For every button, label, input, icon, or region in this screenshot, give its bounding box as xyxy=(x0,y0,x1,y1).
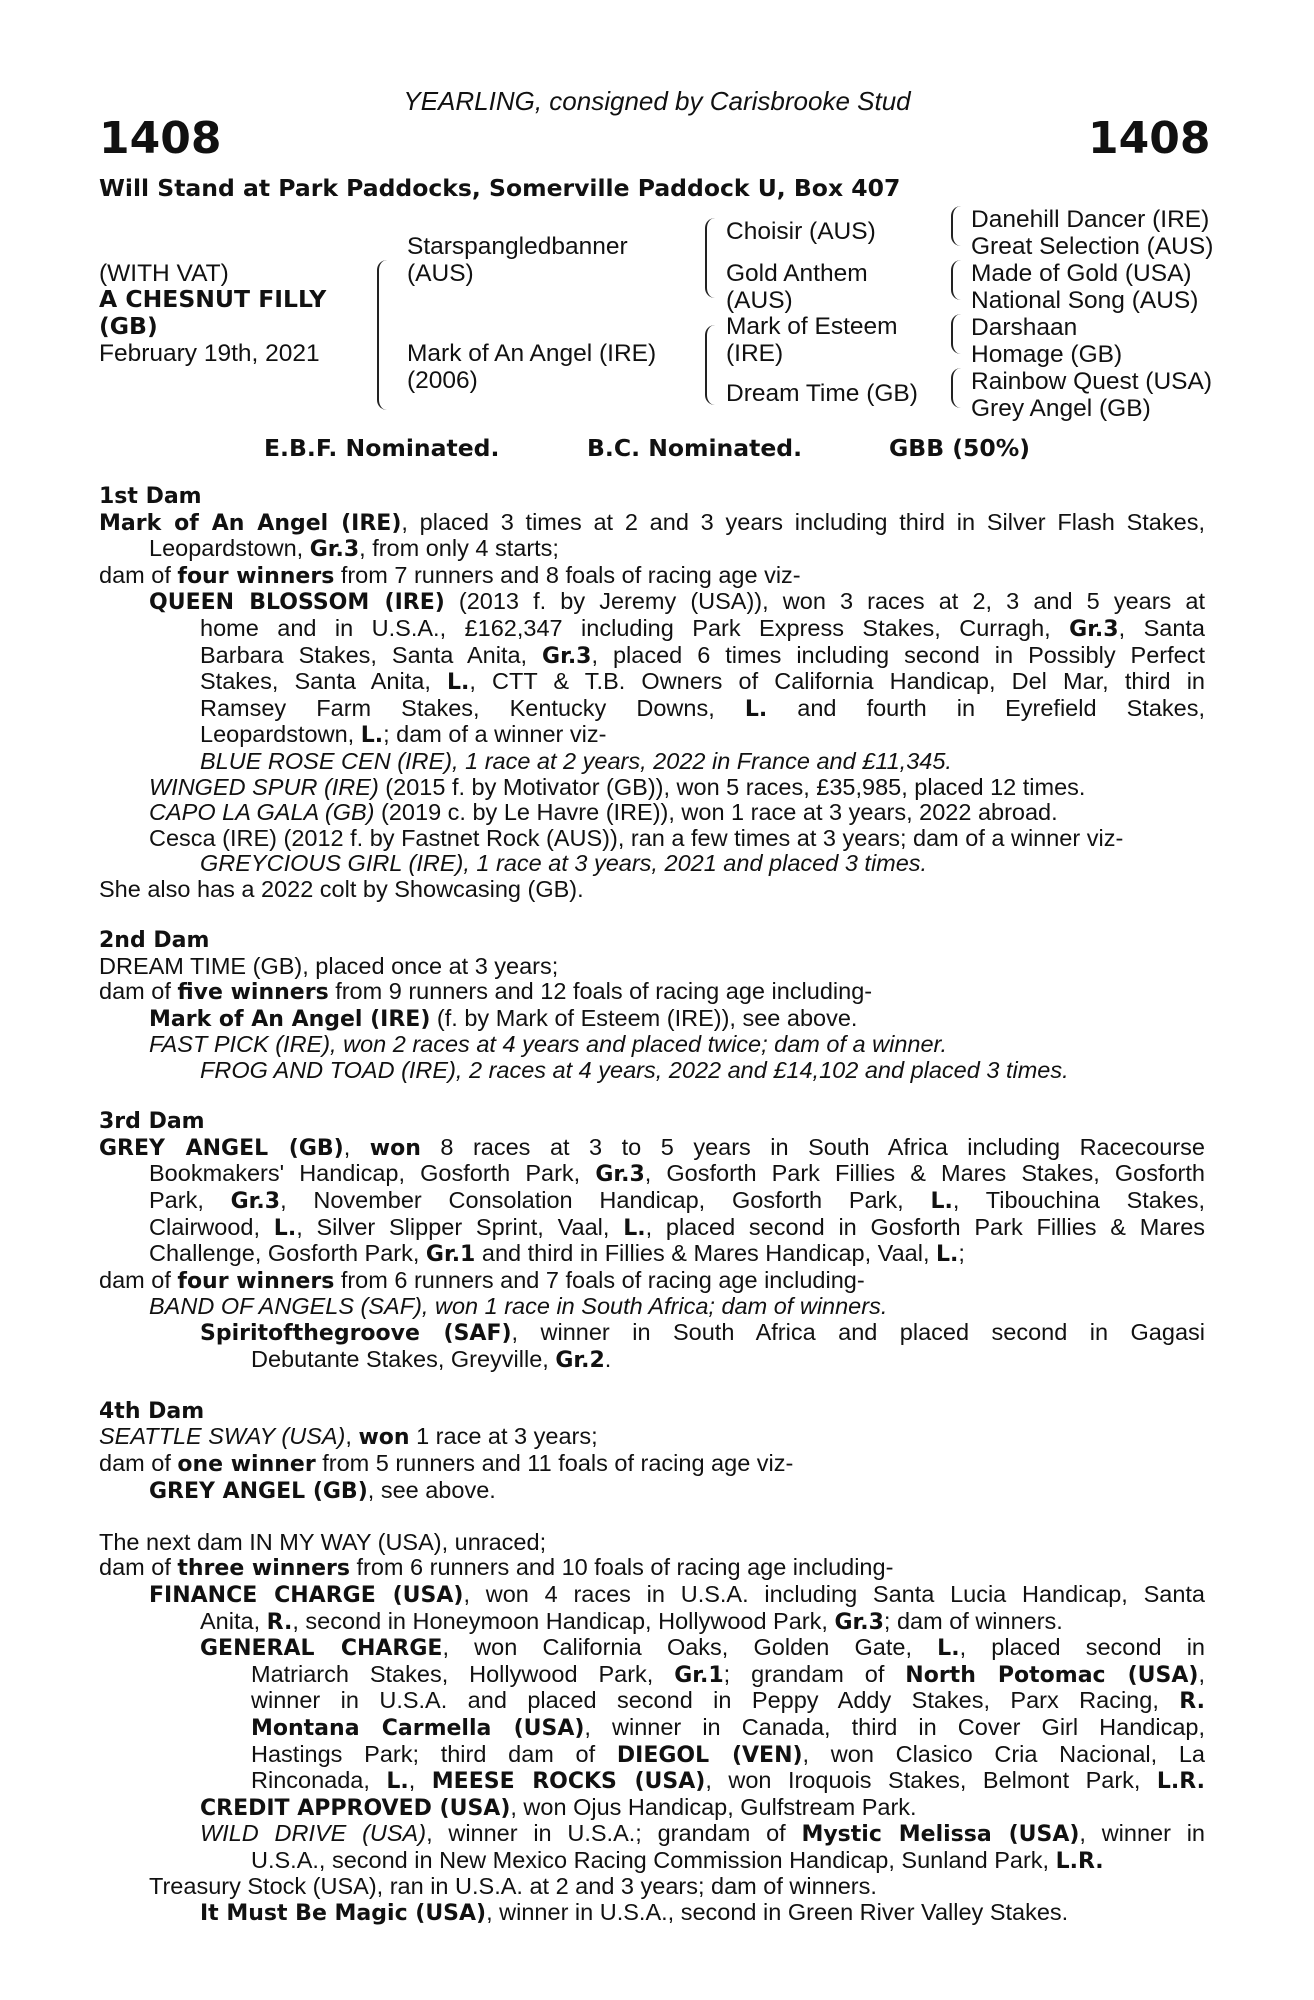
consignment-line: YEARLING, consigned by Carisbrooke Stud xyxy=(403,86,911,116)
next-dam-section xyxy=(99,1530,1205,1927)
text-line: Bookmakers' Handicap, Gosforth Park, Gr.3, Gosforth Park Fillies & Mares Stakes, Gosforth xyxy=(149,1160,1205,1188)
text-line: DREAM TIME (GB), placed once at 3 years; xyxy=(99,952,559,979)
text-line: Park, Gr.3, November Consolation Handicap, Gosforth Park, L., Tibouchina Stakes, xyxy=(149,1187,1205,1215)
text-line: It Must Be Magic (USA), winner in U.S.A., second in Green River Valley Stakes. xyxy=(200,1899,1069,1927)
text-line: U.S.A., second in New Mexico Racing Commission Handicap, Sunland Park, L.R. xyxy=(251,1846,1104,1874)
text-line: Anita, R., second in Honeymoon Handicap, Hollywood Park, Gr.3; dam of winners. xyxy=(200,1607,1063,1635)
lot-number-left: 1408 xyxy=(99,113,222,164)
sds: Made of Gold (USA) xyxy=(971,260,1192,287)
text-line: dam of three winners from 6 runners and 10 foals of racing age including- xyxy=(99,1554,894,1582)
text-line: Mark of An Angel (IRE), placed 3 times at 2 and 3 years including third in Silver Flash Stakes, xyxy=(99,508,1205,536)
text-line: FAST PICK (IRE), won 2 races at 4 years and placed twice; dam of a winner. xyxy=(149,1031,948,1058)
text-line: dam of one winner from 5 runners and 11 foals of racing age viz- xyxy=(99,1449,794,1477)
dam-line2: (2006) xyxy=(407,367,478,394)
pedigree-brace-ss xyxy=(951,206,963,246)
text-line: CAPO LA GALA (GB) (2019 c. by Le Havre (IRE)), won 1 race at 3 years, 2022 abroad. xyxy=(149,799,1058,826)
dam-line1: Mark of An Angel (IRE) xyxy=(407,340,657,367)
sss: Danehill Dancer (IRE) xyxy=(971,206,1210,233)
text-line: GENERAL CHARGE, won California Oaks, Golden Gate, L., placed second in xyxy=(200,1634,1205,1662)
text-line: Mark of An Angel (IRE) (f. by Mark of Esteem (IRE)), see above. xyxy=(149,1004,858,1032)
text-line: Treasury Stock (USA), ran in U.S.A. at 2 and 3 years; dam of winners. xyxy=(149,1873,877,1900)
text-line: BAND OF ANGELS (SAF), won 1 race in South Africa; dam of winners. xyxy=(149,1293,888,1320)
pedigree-brace-sd xyxy=(951,260,963,300)
text-line: SEATTLE SWAY (USA), won 1 race at 3 years; xyxy=(99,1423,598,1451)
text-line: dam of five winners from 9 runners and 12 foals of racing age including- xyxy=(99,978,873,1006)
pedigree-brace-first xyxy=(377,260,391,410)
second-dam-section xyxy=(99,928,1205,1084)
dam-dam: Dream Time (GB) xyxy=(726,380,918,407)
text-line: Challenge, Gosforth Park, Gr.1 and third in Fillies & Mares Handicap, Vaal, L.; xyxy=(149,1240,965,1268)
ssd: Great Selection (AUS) xyxy=(971,233,1214,260)
section-heading: 4th Dam xyxy=(99,1398,205,1424)
text-line: GREYCIOUS GIRL (IRE), 1 race at 3 years, 2021 and placed 3 times. xyxy=(200,850,928,877)
text-line: Cesca (IRE) (2012 f. by Fastnet Rock (AUS)), ran a few times at 3 years; dam of a winner viz- xyxy=(149,824,1124,851)
text-line: GREY ANGEL (GB), won 8 races at 3 to 5 years in South Africa including Racecourse xyxy=(99,1133,1205,1161)
dss: Darshaan xyxy=(971,314,1078,341)
sdd: National Song (AUS) xyxy=(971,287,1199,314)
text-line: She also has a 2022 colt by Showcasing (GB). xyxy=(99,875,584,902)
horse-name-line2: (GB) xyxy=(99,312,158,340)
text-line: Barbara Stakes, Santa Anita, Gr.3, placed 6 times including second in Possibly Perfect xyxy=(200,641,1205,669)
text-line: GREY ANGEL (GB), see above. xyxy=(149,1476,496,1504)
section-heading: 3rd Dam xyxy=(99,1109,205,1135)
foaling-date: February 19th, 2021 xyxy=(99,340,320,367)
text-line: FROG AND TOAD (IRE), 2 races at 4 years, 2022 and £14,102 and placed 3 times. xyxy=(200,1057,1069,1084)
dam-sire-line1: Mark of Esteem xyxy=(726,313,898,340)
ebf-nomination: E.B.F. Nominated. xyxy=(264,434,500,462)
sire-line2: (AUS) xyxy=(407,260,474,287)
stand-location: Will Stand at Park Paddocks, Somerville Paddock U, Box 407 xyxy=(99,174,901,202)
text-line: Clairwood, L., Silver Slipper Sprint, Vaal, L., placed second in Gosforth Park Fillies & Mares xyxy=(149,1213,1206,1241)
fourth-dam-section xyxy=(99,1399,1205,1504)
text-line: Spiritofthegroove (SAF), winner in South Africa and placed second in Gagasi xyxy=(200,1319,1205,1346)
text-line: FINANCE CHARGE (USA), won 4 races in U.S.A. including Santa Lucia Handicap, Santa xyxy=(149,1580,1205,1608)
text-line: winner in U.S.A. and placed second in Peppy Addy Stakes, Parx Racing, R. xyxy=(251,1687,1205,1715)
pedigree-brace-dd xyxy=(951,368,963,408)
lot-number-right: 1408 xyxy=(1088,113,1211,164)
section-heading: 1st Dam xyxy=(99,484,202,509)
text-line: Montana Carmella (USA), winner in Canada, third in Cover Girl Handicap, xyxy=(251,1713,1205,1741)
vat-note: (WITH VAT) xyxy=(99,260,229,287)
text-line: Debutante Stakes, Greyville, Gr.2. xyxy=(251,1345,612,1373)
third-dam-section xyxy=(99,1109,1205,1373)
section-heading: 2nd Dam xyxy=(99,928,210,954)
text-line: WILD DRIVE (USA), winner in U.S.A.; grandam of Mystic Melissa (USA), winner in xyxy=(200,1820,1205,1848)
text-line: dam of four winners from 7 runners and 8 foals of racing age viz- xyxy=(99,561,801,589)
text-line: home and in U.S.A., £162,347 including Park Express Stakes, Curragh, Gr.3, Santa xyxy=(200,614,1205,642)
produce-record xyxy=(99,484,1205,1927)
dam-sire-line2: (IRE) xyxy=(726,340,784,367)
text-line: QUEEN BLOSSOM (IRE) (2013 f. by Jeremy (USA)), won 3 races at 2, 3 and 5 years at xyxy=(149,588,1205,616)
text-line: BLUE ROSE CEN (IRE), 1 race at 2 years, 2022 in France and £11,345. xyxy=(200,747,952,774)
pedigree-brace-sire xyxy=(705,218,719,298)
text-line: Stakes, Santa Anita, L., CTT & T.B. Owners of California Handicap, Del Mar, third in xyxy=(200,668,1205,696)
dds: Rainbow Quest (USA) xyxy=(971,368,1213,395)
ddd: Grey Angel (GB) xyxy=(971,395,1151,422)
bc-nomination: B.C. Nominated. xyxy=(587,434,803,462)
sire-dam-line2: (AUS) xyxy=(726,287,793,314)
text-line: Matriarch Stakes, Hollywood Park, Gr.1; grandam of North Potomac (USA), xyxy=(251,1660,1205,1688)
horse-name-line1: A CHESNUT FILLY xyxy=(99,285,327,313)
text-line: CREDIT APPROVED (USA), won Ojus Handicap, Gulfstream Park. xyxy=(200,1793,917,1821)
gbb-note: GBB (50%) xyxy=(889,434,1031,462)
sire-line1: Starspangledbanner xyxy=(407,233,628,260)
sire-dam-line1: Gold Anthem xyxy=(726,260,868,287)
dsd: Homage (GB) xyxy=(971,341,1123,368)
text-line: Rinconada, L., MEESE ROCKS (USA), won Iroquois Stakes, Belmont Park, L.R. xyxy=(251,1767,1205,1795)
text-line: Hastings Park; third dam of DIEGOL (VEN), won Clasico Cria Nacional, La xyxy=(251,1740,1205,1768)
first-dam-section xyxy=(99,484,1205,903)
text-line: Leopardstown, L.; dam of a winner viz- xyxy=(200,721,607,749)
pedigree-brace-ds xyxy=(951,314,963,354)
sire-sire: Choisir (AUS) xyxy=(726,218,876,245)
text-line: The next dam IN MY WAY (USA), unraced; xyxy=(99,1528,547,1555)
text-line: Ramsey Farm Stakes, Kentucky Downs, L. and fourth in Eyrefield Stakes, xyxy=(200,694,1205,722)
text-line: Leopardstown, Gr.3, from only 4 starts; xyxy=(149,535,559,563)
pedigree-brace-dam xyxy=(705,325,719,405)
text-line: dam of four winners from 6 runners and 7 foals of racing age including- xyxy=(99,1266,865,1294)
text-line: WINGED SPUR (IRE) (2015 f. by Motivator (GB)), won 5 races, £35,985, placed 12 times. xyxy=(149,773,1086,800)
